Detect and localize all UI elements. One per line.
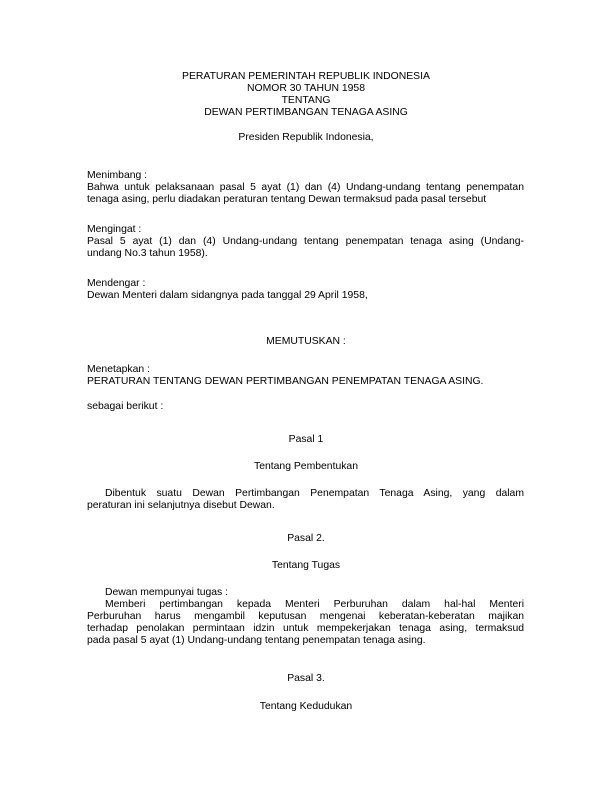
menetapkan-line-1: PERATURAN TENTANG DEWAN PERTIMBANGAN PENEMPATAN TENAGA ASING. — [87, 376, 484, 387]
mengingat-line-2: undang No.3 tahun 1958). — [87, 248, 208, 259]
mendengar-label: Mendengar : — [87, 278, 146, 289]
mengingat-line-1: Pasal 5 ayat (1) dan (4) Undang-undang tentang penempatan tenaga asing (Undang- — [87, 236, 524, 247]
menetapkan-label: Menetapkan : — [87, 364, 150, 375]
menimbang-line-2: tenaga asing, perlu diadakan peraturan tentang Dewan termaksud pada pasal tersebut — [87, 194, 487, 205]
mengingat-label: Mengingat : — [87, 224, 142, 235]
memutuskan-heading: MEMUTUSKAN : — [266, 336, 346, 347]
pasal-2-text — [87, 587, 524, 647]
mendengar-line-1: Dewan Menteri dalam sidangnya pada tanggal 29 April 1958, — [87, 290, 368, 301]
menimbang-text — [87, 182, 524, 206]
sebagai-berikut: sebagai berikut : — [87, 401, 164, 412]
header-subject: DEWAN PERTIMBANGAN TENAGA ASING — [204, 107, 408, 118]
pasal-2-line-1: Dewan mempunyai tugas : — [105, 587, 229, 598]
header-tentang: TENTANG — [281, 95, 331, 106]
pasal-2-line-2: Memberi pertimbangan kepada Menteri Perburuhan dalam hal-hal Menteri — [105, 599, 524, 610]
pasal-1-line-2: peraturan ini selanjutnya disebut Dewan. — [87, 500, 275, 511]
preamble: Presiden Republik Indonesia, — [238, 132, 374, 143]
pasal-2-line-3: Perburuhan harus mengambil keputusan mengenai keberatan-keberatan majikan — [87, 611, 524, 622]
pasal-1-text — [87, 488, 524, 512]
pasal-2-line-5: pada pasal 5 ayat (1) Undang-undang tentang penempatan tenaga asing. — [87, 635, 426, 646]
header-title: PERATURAN PEMERINTAH REPUBLIK INDONESIA — [182, 71, 430, 82]
menimbang-line-1: Bahwa untuk pelaksanaan pasal 5 ayat (1) dan (4) Undang-undang tentang penempatan — [87, 182, 524, 193]
pasal-2-title: Pasal 2. — [287, 533, 325, 544]
pasal-1-title: Pasal 1 — [288, 434, 324, 445]
pasal-1-line-1: Dibentuk suatu Dewan Pertimbangan Penempatan Tenaga Asing, yang dalam — [105, 488, 524, 499]
pasal-2-subtitle: Tentang Tugas — [271, 560, 341, 571]
header-number: NOMOR 30 TAHUN 1958 — [247, 83, 365, 94]
pasal-1-subtitle: Tentang Pembentukan — [254, 461, 358, 472]
mengingat-text — [87, 236, 524, 260]
pasal-3-subtitle: Tentang Kedudukan — [259, 701, 353, 712]
menimbang-label: Menimbang : — [87, 170, 148, 181]
pasal-2-line-4: terhadap penolakan permintaan idzin untuk mempekerjakan tenaga asing, termaksud — [87, 623, 524, 634]
pasal-3-title: Pasal 3. — [287, 673, 325, 684]
